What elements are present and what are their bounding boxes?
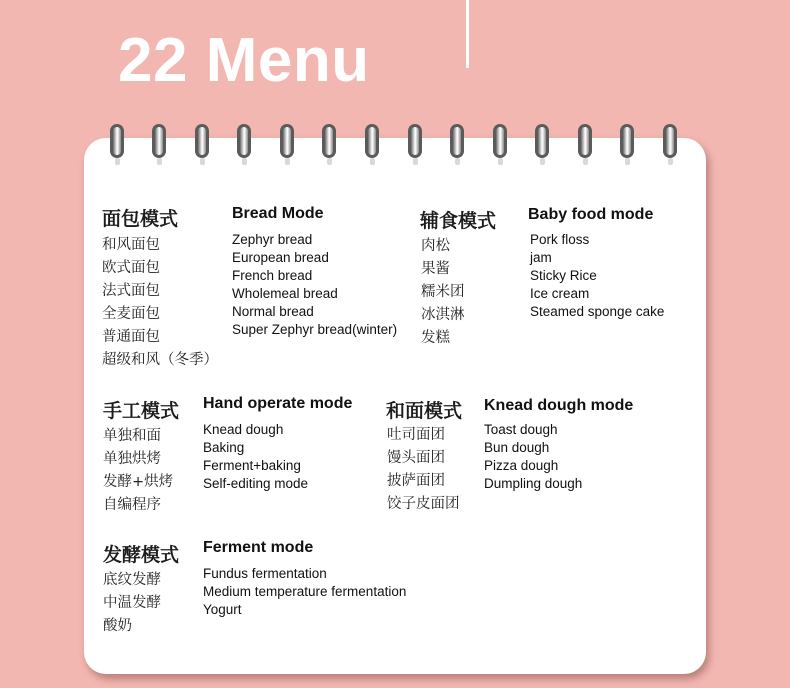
list-item: 肉松 xyxy=(421,238,450,254)
menu-list-en xyxy=(484,421,582,493)
list-item: Self-editing mode xyxy=(203,476,309,491)
spiral-ring xyxy=(237,124,251,158)
list-item: 酸奶 xyxy=(103,618,132,634)
list-item: Pork floss xyxy=(530,232,590,247)
menu-list-en xyxy=(203,421,308,493)
list-item: 披萨面团 xyxy=(387,473,445,489)
spiral-ring xyxy=(110,124,124,158)
list-item: 馒头面团 xyxy=(387,450,445,466)
list-item: 中温发酵 xyxy=(103,595,161,611)
menu-list-cn xyxy=(387,424,460,516)
menu-list-cn xyxy=(102,234,218,372)
list-item: 底纹发酵 xyxy=(103,572,161,588)
list-item: Toast dough xyxy=(484,422,558,437)
section-title-cn: 辅食模式 xyxy=(420,210,497,232)
list-item: 超级和风（冬季） xyxy=(102,352,218,368)
list-item: Sticky Rice xyxy=(530,268,597,283)
list-item: jam xyxy=(530,250,552,265)
list-item: Pizza dough xyxy=(484,458,559,473)
section-title-en: Baby food mode xyxy=(528,206,654,223)
list-item: Ice cream xyxy=(530,286,590,301)
menu-list-en xyxy=(232,231,397,339)
spiral-ring xyxy=(195,124,209,158)
section-title-en: Bread Mode xyxy=(232,205,324,222)
list-item: 自编程序 xyxy=(103,497,161,513)
list-item: 发酵+烘烤 xyxy=(103,474,174,490)
list-item: 冰淇淋 xyxy=(421,307,465,323)
spiral-ring xyxy=(365,124,379,158)
list-item: Dumpling dough xyxy=(484,476,583,491)
list-item: 和风面包 xyxy=(102,237,160,253)
list-item: 单独和面 xyxy=(103,428,161,444)
list-item: French bread xyxy=(232,268,313,283)
list-item: Baking xyxy=(203,440,245,455)
menu-list-cn xyxy=(421,235,465,350)
menu-list-en xyxy=(530,231,664,321)
section-title-cn: 面包模式 xyxy=(102,208,179,230)
spiral-ring xyxy=(535,124,549,158)
spiral-ring xyxy=(493,124,507,158)
section-title-cn: 手工模式 xyxy=(103,400,180,422)
list-item: Yogurt xyxy=(203,602,242,617)
menu-list-cn xyxy=(103,569,161,638)
section-title-cn: 和面模式 xyxy=(386,400,463,422)
spiral-ring xyxy=(578,124,592,158)
list-item: Knead dough xyxy=(203,422,284,437)
list-item: Fundus fermentation xyxy=(203,566,327,581)
list-item: 普通面包 xyxy=(102,329,160,345)
spiral-ring xyxy=(152,124,166,158)
list-item: Super Zephyr bread(winter) xyxy=(232,322,398,337)
list-item: 吐司面团 xyxy=(387,427,445,443)
spiral-ring xyxy=(408,124,422,158)
section-title-cn: 发酵模式 xyxy=(103,544,180,566)
list-item: Steamed sponge cake xyxy=(530,304,665,319)
list-item: Ferment+baking xyxy=(203,458,301,473)
list-item: 饺子皮面团 xyxy=(387,496,460,512)
list-item: 果酱 xyxy=(421,261,450,277)
spiral-ring xyxy=(322,124,336,158)
spiral-ring xyxy=(620,124,634,158)
list-item: Medium temperature fermentation xyxy=(203,584,407,599)
section-title-en: Ferment mode xyxy=(203,539,314,556)
list-item: 糯米团 xyxy=(421,284,465,300)
list-item: Bun dough xyxy=(484,440,550,455)
list-item: 单独烘烤 xyxy=(103,451,161,467)
list-item: 全麦面包 xyxy=(102,306,160,322)
spiral-ring xyxy=(450,124,464,158)
spiral-ring xyxy=(280,124,294,158)
menu-list-en xyxy=(203,565,406,619)
menu-list-cn xyxy=(103,425,173,517)
section-title-en: Hand operate mode xyxy=(203,395,353,412)
list-item: European bread xyxy=(232,250,329,265)
list-item: 发糕 xyxy=(421,330,450,346)
divider-line xyxy=(466,0,469,68)
list-item: Wholemeal bread xyxy=(232,286,338,301)
list-item: 法式面包 xyxy=(102,283,160,299)
spiral-ring xyxy=(663,124,677,158)
page-title: 22 Menu xyxy=(118,26,370,95)
section-title-en: Knead dough mode xyxy=(484,397,634,414)
list-item: Zephyr bread xyxy=(232,232,313,247)
list-item: Normal bread xyxy=(232,304,314,319)
list-item: 欧式面包 xyxy=(102,260,160,276)
